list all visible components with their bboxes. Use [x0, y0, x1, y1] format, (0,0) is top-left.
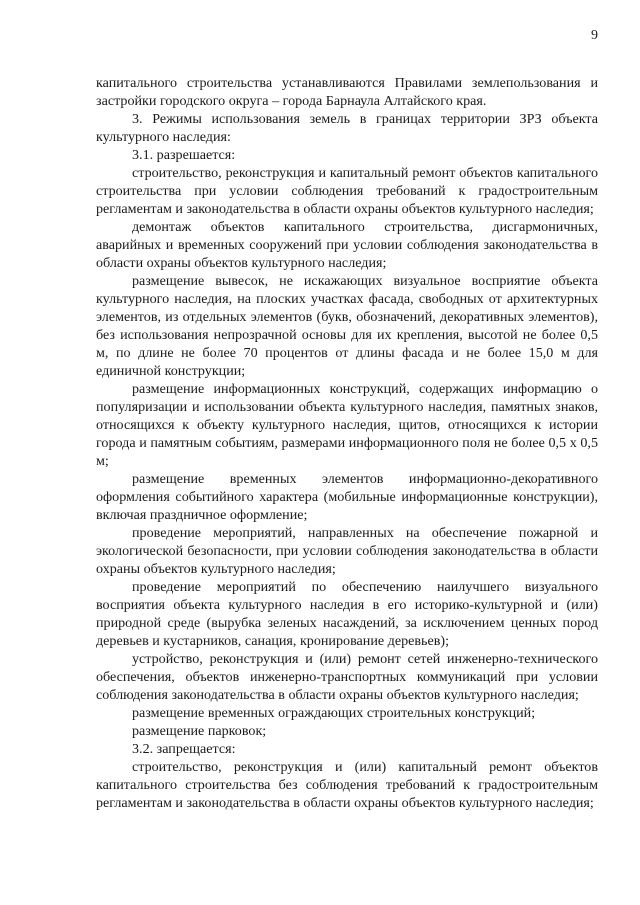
allowed-item-safety-measures: проведение мероприятий, направленных на обеспечение пожарной и экологической безопасности, при условии соблюдения законодательства в области охраны объектов культурного наследия; [96, 525, 598, 577]
forbidden-item-construction: строительство, реконструкция и (или) капитальный ремонт объектов капитального строительства без соблюдения требований к градостроительным регламентам и законодательства в области охраны объектов культурного наследия; [96, 759, 598, 811]
subsection-3-1-heading: 3.1. разрешается: [132, 147, 236, 163]
allowed-item-temporary-decor: размещение временных элементов информационно-декоративного оформления событийного характера (мобильные информационные конструкции), включая праздничное оформление; [96, 471, 598, 523]
allowed-item-signage: размещение вывесок, не искажающих визуальное восприятие объекта культурного наследия, на плоских участках фасада, свободных от архитектурных элементов, из отдельных элементов (букв, обозначений, декоративных элементов), без использования непрозрачной основы для их крепления, высотой не более 0,5 м, по длине не более 70 процентов от длины фасада и не более 15,0 м для единичной конструкции; [96, 273, 598, 379]
allowed-item-parking: размещение парковок; [132, 723, 267, 739]
subsection-3-2-heading: 3.2. запрещается: [132, 741, 236, 757]
allowed-item-visual-perception: проведение мероприятий по обеспечению наилучшего визуального восприятия объекта культурного наследия в его историко-культурной и (или) природной среде (вырубка зеленых насаждений, за исключением ценных пород деревьев и кустарников, санация, кронирование деревьев); [96, 579, 598, 649]
allowed-item-construction: строительство, реконструкция и капитальный ремонт объектов капитального строительства при условии соблюдения требований к градостроительным регламентам и законодательства в области охраны объектов культурного наследия; [96, 165, 598, 217]
allowed-item-demolition: демонтаж объектов капитального строительства, дисгармоничных, аварийных и временных сооружений при условии соблюдения законодательства в области охраны объектов культурного наследия; [96, 219, 598, 271]
paragraph-continuation: капитального строительства устанавливаются Правилами землепользования и застройки городского округа – города Барнаула Алтайского края. [96, 75, 598, 109]
allowed-item-engineering-networks: устройство, реконструкция и (или) ремонт сетей инженерно-технического обеспечения, объектов инженерно-транспортных коммуникаций при условии соблюдения законодательства в области охраны объектов культурного наследия; [96, 651, 598, 703]
page-number: 9 [591, 28, 598, 43]
document-body [96, 74, 598, 812]
section-3-heading: 3. Режимы использования земель в границах территории ЗРЗ объекта культурного наследия: [96, 111, 598, 145]
allowed-item-temporary-fences: размещение временных ограждающих строительных конструкций; [132, 705, 536, 721]
allowed-item-info-structures: размещение информационных конструкций, содержащих информацию о популяризации и использовании объекта культурного наследия, памятных знаков, относящихся к объекту культурного наследия, щитов, относящихся к истории города и памятным событиям, размерами информационного поля не более 0,5 х 0,5 м; [96, 381, 598, 469]
